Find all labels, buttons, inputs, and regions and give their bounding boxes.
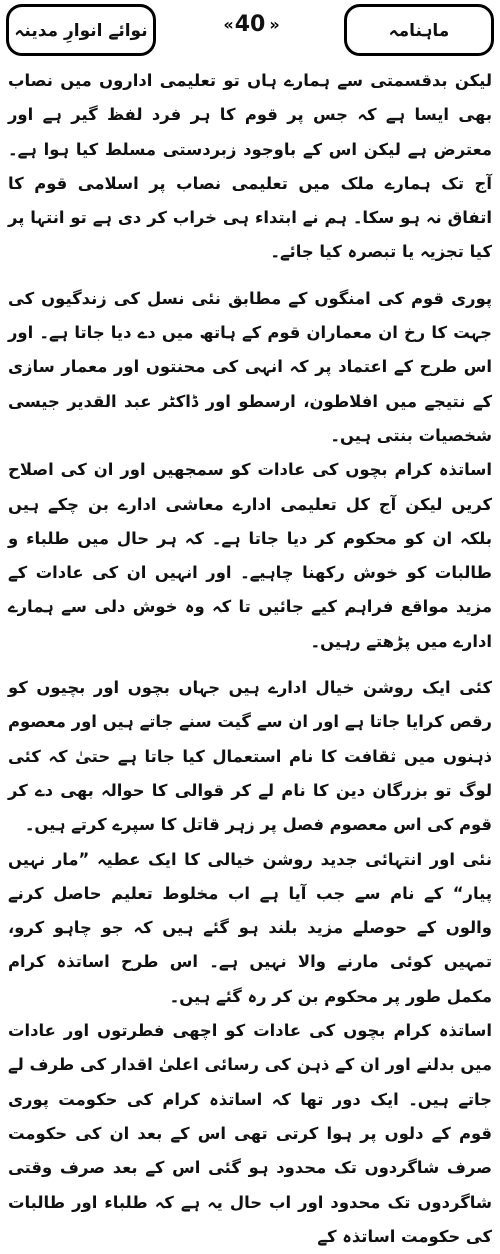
magazine-label: ماہنامہ [388, 20, 450, 41]
magazine-name: نوائے انوارِ مدینہ [14, 20, 148, 41]
paragraph-1: لیکن بدقسمتی سے ہمارے ہاں تو تعلیمی اداروں میں نصاب بھی ایسا ہے کہ جس پر قوم کا ہر فرد لفظ گیر ہے اور معترض ہے لیکن اس کے باوجود زبردستی مسلط کیا ہوا ہے۔ آج تک ہمارے ملک میں تعلیمی نصاب پر اسلامی قوم کا اتفاق نہ ہو سکا۔ ہم نے ابتداء ہی خراب کر دی ہے تو انتہا پر کیا تجزیہ یا تبصرہ کیا جائے۔ [8, 71, 492, 262]
page-number: 40 [234, 12, 266, 37]
paragraph-2: پوری قوم کی امنگوں کے مطابق نئی نسل کی زندگیوں کی جہت کا رخ ان معماران قوم کے ہاتھ میں دے دیا جاتا ہے۔ اور اس طرح کے اعتماد پر کہ انہی کی محنتوں اور معمار سازی کے نتیجے میں افلاطون، ارسطو اور ڈاکٹر عبد القدیر جیسی شخصیات بنتی ہیں۔ [8, 288, 492, 445]
article-body [8, 64, 492, 1254]
ornament-right-icon: » [269, 15, 277, 34]
paragraph-3: اساتذہ کرام بچوں کی عادات کو سمجھیں اور ان کی اصلاح کریں لیکن آج کل تعلیمی ادارے معاشی ادارے بن چکے ہیں بلکہ ان کو محکوم کر دیا جاتا ہے۔ کہ ہر حال میں طلباء و طالبات کو خوش رکھنا چاہیے۔ اور انہیں ان کی عادات کے مزید مواقع فراہم کیے جائیں تا کہ وہ خوش دلی سے ہمارے ادارے میں پڑھتے رہیں۔ [8, 460, 492, 651]
magazine-label-box [344, 4, 494, 56]
page-header [6, 4, 494, 60]
paragraph-5: نئی اور انتہائی جدید روشن خیالی کا ایک عطیہ ”مار نہیں پیار“ کے نام سے جب آیا ہے اب مخلوط تعلیم حاصل کرنے والوں کے حوصلے مزید بلند ہو گئے ہیں کہ جو چاہو کرو، تمہیں کوئی مارنے والا نہیں ہے۔ اس طرح اساتذہ کرام مکمل طور پر محکوم بن کر رہ گئے ہیں۔ [8, 849, 492, 1006]
paragraph-6: اساتذہ کرام بچوں کی عادات کو اچھی فطرتوں اور عادات میں بدلنے اور ان کے ذہن کی رسائی اعلیٰ اقدار کی طرف لے جاتے ہیں۔ ایک دور تھا کہ اساتذہ کرام کی حکومت پوری قوم کے دلوں پر ہوا کرتی تھی اس کے بعد ان کی حکومت صرف شاگردوں تک محدود ہو گئی اس کے بعد صرف وقتی شاگردوں تک محدود اور اب حال یہ ہے کہ طلباء اور طالبات کی حکومت اساتذہ کے [8, 1021, 492, 1246]
paragraph-4: کئی ایک روشن خیال ادارے ہیں جہاں بچوں اور بچیوں کو رقص کرایا جاتا ہے اور ان سے گیت سنے جاتے ہیں اور معصوم ذہنوں میں ثقافت کا نام استعمال کیا جاتا ہے حتیٰ کہ کئی لوگ تو بزرگان دین کا نام لے کر قوالی کا حوالہ بھی دے کر قوم کی اس معصوم فصل پر زہر قاتل کا سپرے کرتے ہیں۔ [8, 678, 492, 835]
page-number-block [223, 12, 276, 37]
ornament-left-icon: « [223, 15, 231, 34]
magazine-name-box [6, 4, 156, 56]
